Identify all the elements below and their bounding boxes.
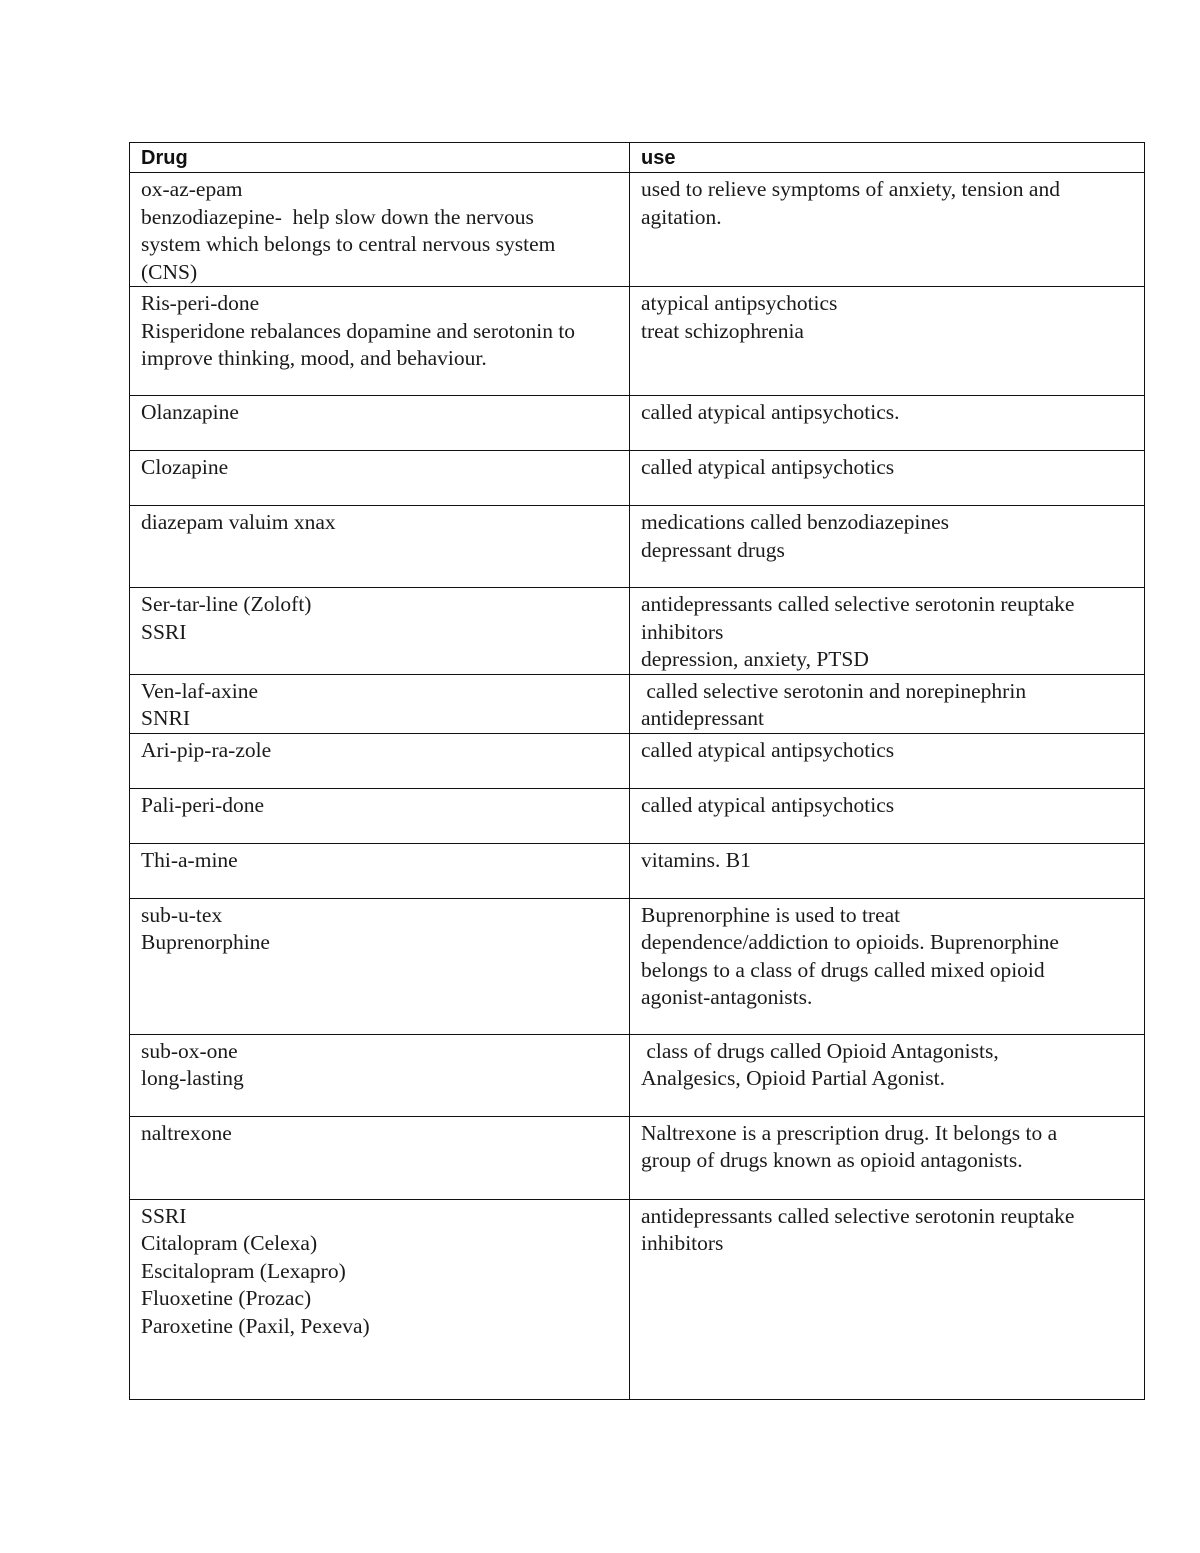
- table-row: [130, 588, 1145, 675]
- drug-line: SNRI: [141, 706, 190, 730]
- table-row: [130, 396, 1145, 451]
- table-row: [130, 1116, 1145, 1199]
- use-cell: [630, 451, 1145, 506]
- use-line: medications called benzodiazepines: [641, 510, 950, 534]
- drug-line: system which belongs to central nervous system: [141, 232, 556, 256]
- use-line: called selective serotonin and norepinephrin: [641, 678, 1027, 703]
- drug-cell: [130, 733, 630, 788]
- drug-line: naltrexone: [141, 1120, 232, 1145]
- table-row: [130, 287, 1145, 396]
- drug-line: Clozapine: [141, 455, 229, 479]
- use-line: called atypical antipsychotics: [641, 455, 895, 479]
- use-line: called atypical antipsychotics: [641, 792, 895, 817]
- use-cell: [630, 287, 1145, 396]
- drug-cell: [130, 1199, 630, 1399]
- table-row: [130, 733, 1145, 788]
- drug-cell: [130, 588, 630, 675]
- use-line: inhibitors: [641, 619, 724, 644]
- drug-line: Olanzapine: [141, 400, 239, 424]
- use-line: agonist-antagonists.: [641, 985, 813, 1009]
- use-line: treat schizophrenia: [641, 318, 804, 343]
- drug-cell: [130, 506, 630, 588]
- table-row: [130, 506, 1145, 588]
- drug-line: sub-u-tex: [141, 902, 223, 927]
- drug-cell: [130, 287, 630, 396]
- table-row: [130, 173, 1145, 287]
- use-line: called atypical antipsychotics.: [641, 400, 900, 424]
- drug-use-table: [129, 142, 1145, 1400]
- use-line: class of drugs called Opioid Antagonists,: [641, 1038, 999, 1063]
- drug-cell: [130, 788, 630, 843]
- table-row: [130, 788, 1145, 843]
- use-line: Buprenorphine is used to treat: [641, 902, 901, 927]
- drug-line: Paroxetine (Paxil, Pexeva): [141, 1313, 370, 1338]
- drug-line: SSRI: [141, 1203, 187, 1228]
- use-line: antidepressants called selective serotonin reuptake: [641, 1203, 1075, 1228]
- use-cell: [630, 674, 1145, 733]
- drug-cell: [130, 674, 630, 733]
- drug-line: Citalopram (Celexa): [141, 1231, 318, 1255]
- use-line: dependence/addiction to opioids. Buprenorphine: [641, 930, 1059, 954]
- drug-cell: [130, 1034, 630, 1116]
- table-header-row: [130, 143, 1145, 173]
- drug-cell: [130, 898, 630, 1034]
- drug-line: Risperidone rebalances dopamine and serotonin to: [141, 318, 576, 343]
- drug-line: (CNS): [141, 259, 198, 284]
- use-cell: [630, 396, 1145, 451]
- use-line: agitation.: [641, 204, 722, 229]
- use-line: atypical antipsychotics: [641, 291, 838, 315]
- drug-cell: [130, 396, 630, 451]
- table-row: [130, 451, 1145, 506]
- use-line: called atypical antipsychotics: [641, 737, 895, 762]
- drug-line: benzodiazepine- help slow down the nervous: [141, 204, 534, 229]
- drug-line: Escitalopram (Lexapro): [141, 1258, 346, 1283]
- use-line: group of drugs known as opioid antagonists.: [641, 1148, 1023, 1172]
- drug-cell: [130, 843, 630, 898]
- use-line: vitamins. B1: [641, 847, 751, 872]
- drug-cell: [130, 451, 630, 506]
- drug-line: Buprenorphine: [141, 930, 270, 954]
- use-line: Naltrexone is a prescription drug. It belongs to a: [641, 1120, 1058, 1145]
- drug-line: sub-ox-one: [141, 1038, 238, 1063]
- use-line: antidepressants called selective serotonin reuptake: [641, 592, 1075, 616]
- drug-line: Pali-peri-done: [141, 792, 264, 817]
- use-cell: [630, 588, 1145, 675]
- use-cell: [630, 173, 1145, 287]
- table-row: [130, 1034, 1145, 1116]
- drug-line: SSRI: [141, 619, 187, 644]
- use-cell: [630, 1199, 1145, 1399]
- use-line: inhibitors: [641, 1231, 724, 1255]
- drug-cell: [130, 1116, 630, 1199]
- drug-line: long-lasting: [141, 1066, 244, 1090]
- header-use: use: [630, 143, 1145, 173]
- use-line: belongs to a class of drugs called mixed opioid: [641, 957, 1045, 982]
- use-cell: [630, 733, 1145, 788]
- use-line: Analgesics, Opioid Partial Agonist.: [641, 1066, 945, 1090]
- drug-line: Fluoxetine (Prozac): [141, 1286, 312, 1310]
- drug-line: ox-az-epam: [141, 177, 243, 201]
- use-cell: [630, 788, 1145, 843]
- table-row: [130, 843, 1145, 898]
- use-cell: [630, 898, 1145, 1034]
- drug-line: Ven-laf-axine: [141, 678, 258, 703]
- use-line: depressant drugs: [641, 537, 785, 562]
- drug-line: Thi-a-mine: [141, 847, 238, 872]
- use-line: depression, anxiety, PTSD: [641, 647, 869, 671]
- table-row: [130, 674, 1145, 733]
- drug-line: improve thinking, mood, and behaviour.: [141, 346, 487, 370]
- table-row: [130, 1199, 1145, 1399]
- drug-line: Ris-peri-done: [141, 291, 260, 315]
- drug-line: diazepam valuim xnax: [141, 510, 336, 534]
- use-cell: [630, 843, 1145, 898]
- use-line: antidepressant: [641, 706, 764, 730]
- use-cell: [630, 506, 1145, 588]
- drug-line: Ari-pip-ra-zole: [141, 737, 272, 762]
- use-cell: [630, 1034, 1145, 1116]
- drug-line: Ser-tar-line (Zoloft): [141, 592, 312, 616]
- header-drug: Drug: [130, 143, 630, 173]
- use-cell: [630, 1116, 1145, 1199]
- use-line: used to relieve symptoms of anxiety, tension and: [641, 177, 1060, 201]
- table-row: [130, 898, 1145, 1034]
- drug-cell: [130, 173, 630, 287]
